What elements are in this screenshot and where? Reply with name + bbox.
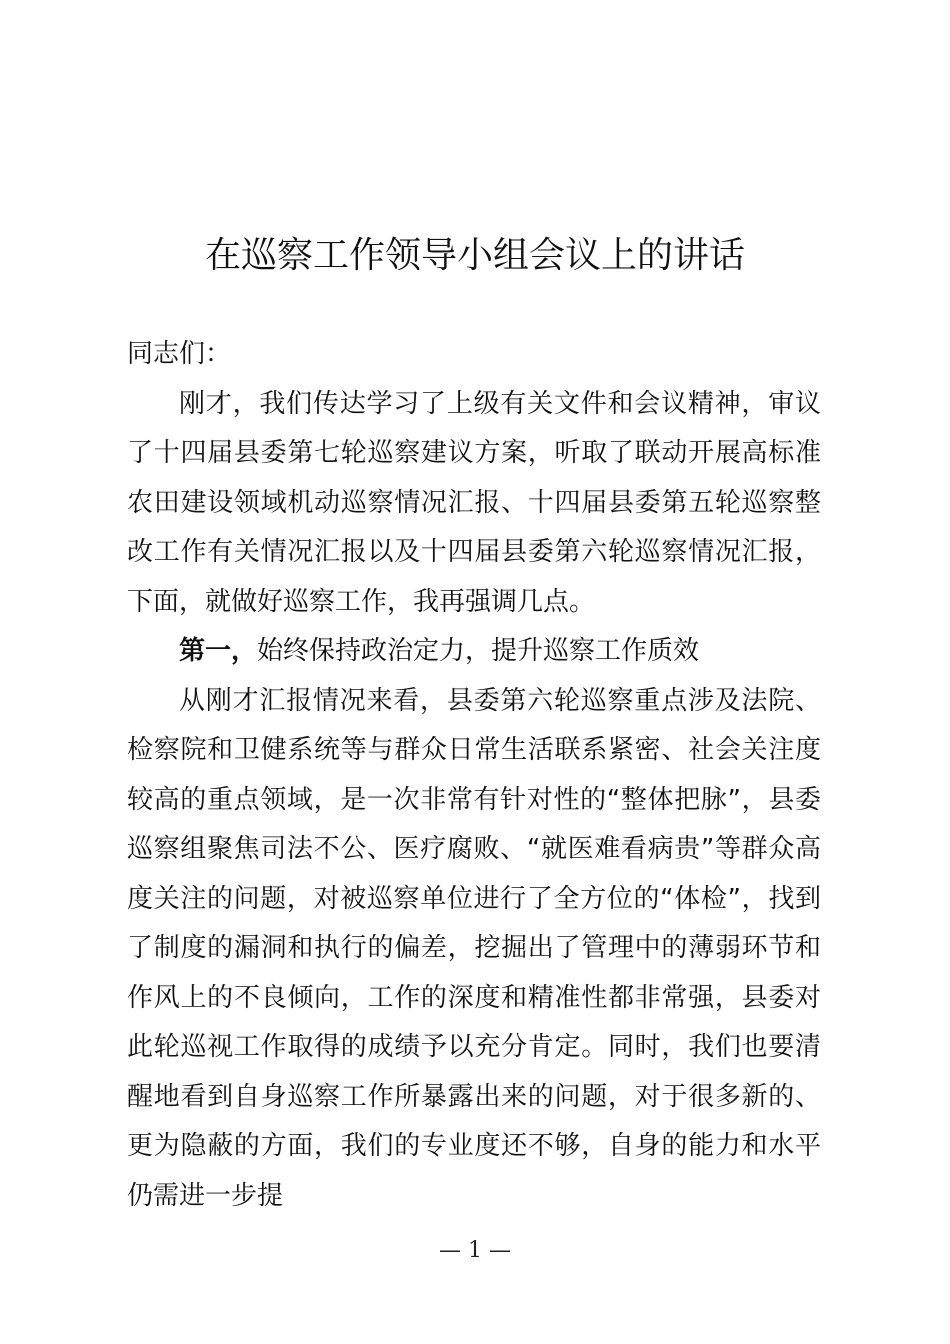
document-title: 在巡察工作领导小组会议上的讲话 <box>204 235 745 276</box>
section-heading-1 <box>127 627 821 677</box>
section-heading-text: 始终保持政治定力，提升巡察工作质效 <box>257 636 700 666</box>
paragraph-section-1: 从刚才汇报情况来看，县委第六轮巡察重点涉及法院、检察院和卫健系统等与群众日常生活联系紧密、社会关注度较高的重点领域，是一次非常有针对性的“整体把脉”，县委巡察组聚焦司法不公、医疗腐败、“就医难看病贵”等群众高度关注的问题，对被巡察单位进行了全方位的“体检”，找到了制度的漏洞和执行的偏差，挖掘出了管理中的薄弱环节和作风上的不良倾向，工作的深度和精准性都非常强，县委对此轮巡视工作取得的成绩予以充分肯定。同时，我们也要清醒地看到自身巡察工作所暴露出来的问题，对于很多新的、更为隐蔽的方面，我们的专业度还不够，自身的能力和水平仍需进一步提 <box>127 685 821 1211</box>
page-number: — 1 — <box>439 1238 511 1263</box>
paragraph-intro: 刚才，我们传达学习了上级有关文件和会议精神，审议了十四届县委第七轮巡察建议方案，听取了联动开展高标准农田建设领域机动巡察情况汇报、十四届县委第五轮巡察整改工作有关情况汇报以及十四届县委第六轮巡察情况汇报，下面，就做好巡察工作，我再强调几点。 <box>127 388 821 617</box>
document-body <box>127 330 821 1221</box>
section-heading-lead: 第一， <box>179 636 258 666</box>
salutation: 同志们： <box>127 339 232 369</box>
